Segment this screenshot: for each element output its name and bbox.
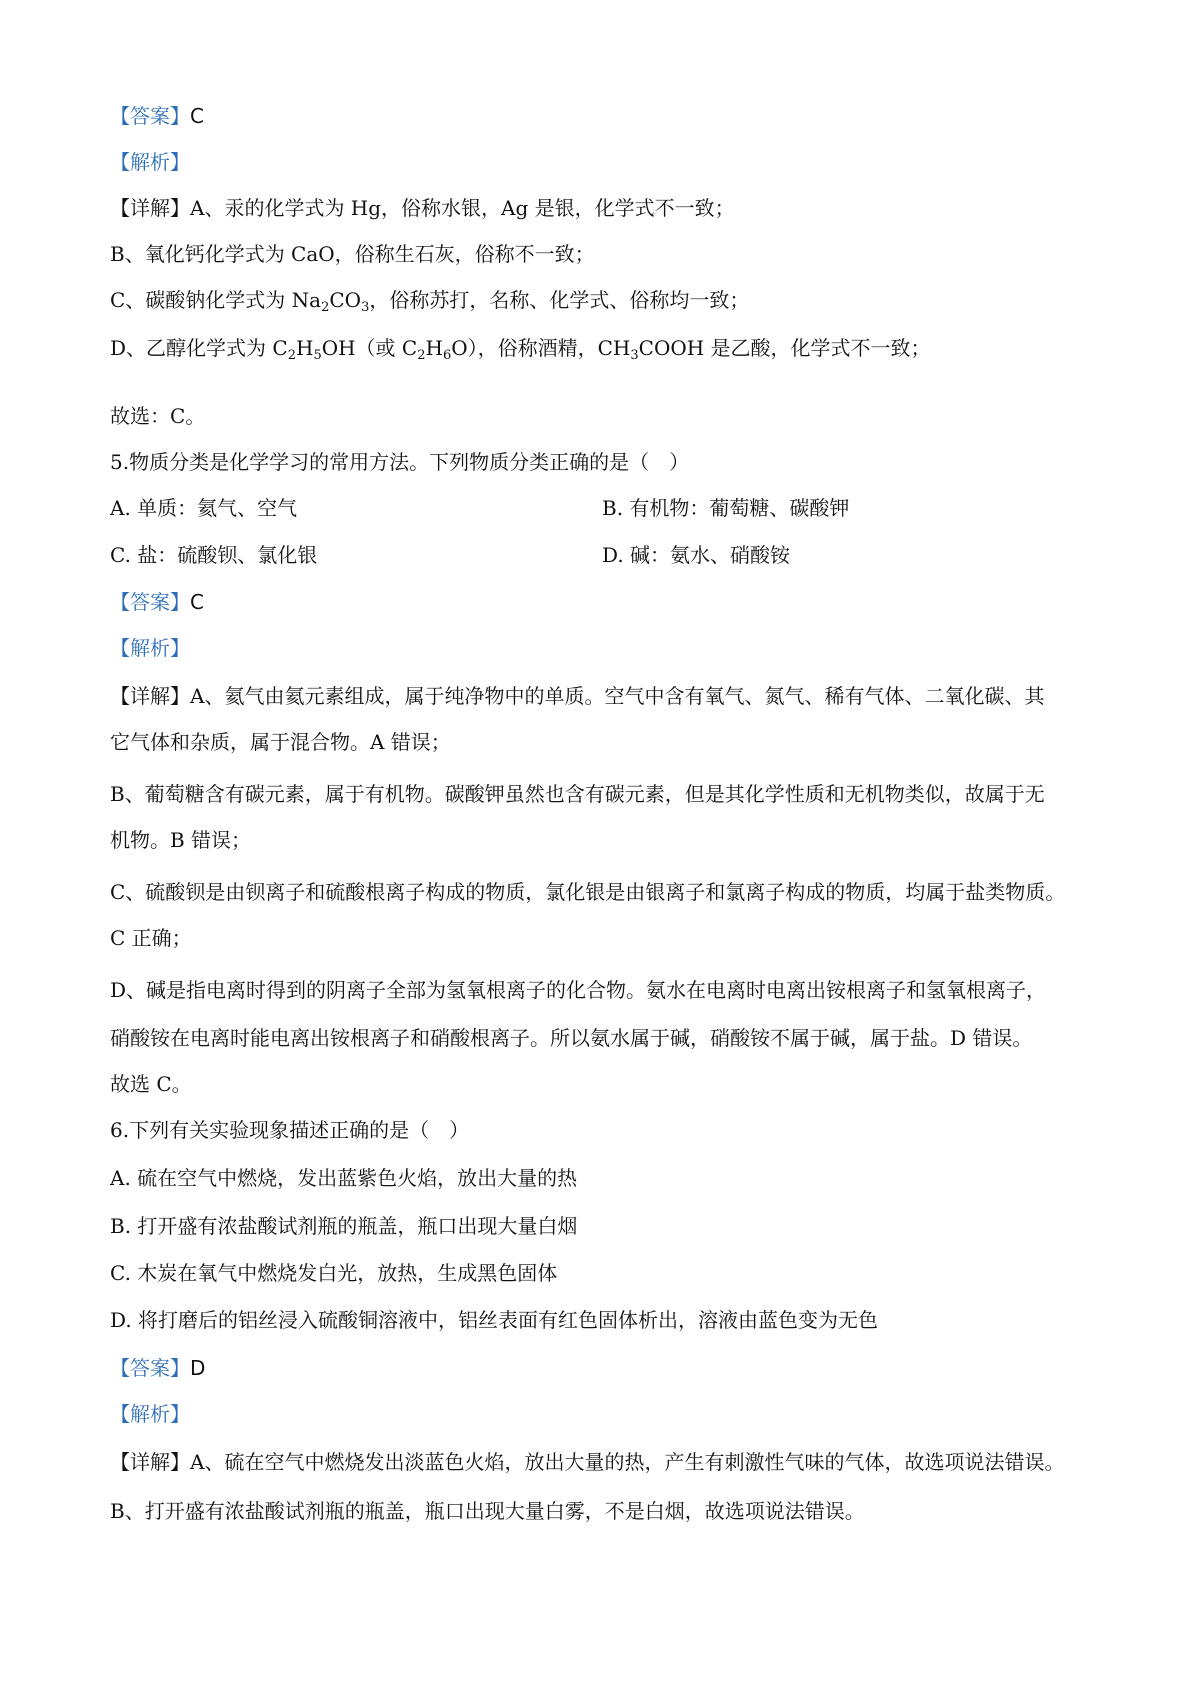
q5-option-b: B. 有机物：葡萄糖、碳酸钾 — [602, 496, 850, 520]
answer-value: C — [190, 590, 204, 614]
q6-detail-line — [110, 1448, 1110, 1476]
subscript: 2 — [417, 348, 426, 363]
q5-option-c: C. 盐：硫酸钡、氯化银 — [110, 543, 318, 567]
detail-tag: 【详解】 — [110, 1450, 190, 1474]
question-5-stem: 5.物质分类是化学学习的常用方法。下列物质分类正确的是（ ） — [110, 450, 690, 474]
text-seg: COOH 是乙酸，化学式不一致； — [638, 336, 931, 360]
text-seg: OH（或 C — [321, 336, 418, 360]
detail-text: A、硫在空气中燃烧发出淡蓝色火焰，放出大量的热，产生有刺激性气味的气体，故选项说法错误。 — [190, 1450, 1065, 1474]
text-seg: H — [295, 336, 314, 360]
subscript: 3 — [361, 300, 370, 315]
q5-option-a: A. 单质：氦气、空气 — [110, 496, 298, 520]
q5-detail-line: B、葡萄糖含有碳元素，属于有机物。碳酸钾虽然也含有碳元素，但是其化学性质和无机物类似，故属于无 — [110, 782, 1045, 806]
choose-line: 故选：C。 — [110, 404, 206, 428]
q5-detail-line: C 正确； — [110, 926, 192, 950]
detail-text: A、汞的化学式为 Hg，俗称水银，Ag 是银，化学式不一致； — [190, 196, 735, 220]
text-seg: H — [425, 336, 443, 360]
q5-detail-line — [110, 682, 1110, 710]
detail-line-c — [110, 286, 1110, 314]
detail-tag: 【详解】 — [110, 684, 190, 708]
text-seg: CO — [329, 288, 362, 312]
answer-line — [110, 102, 1110, 130]
text-seg: D、乙醇化学式为 C — [110, 336, 288, 360]
q6-option: B. 打开盛有浓盐酸试剂瓶的瓶盖，瓶口出现大量白烟 — [110, 1214, 578, 1238]
q5-detail-line: D、碱是指电离时得到的阴离子全部为氢氧根离子的化合物。氨水在电离时电离出铵根离子和氢氧根离子， — [110, 978, 1047, 1002]
q6-detail-line: B、打开盛有浓盐酸试剂瓶的瓶盖，瓶口出现大量白雾，不是白烟，故选项说法错误。 — [110, 1499, 865, 1523]
q5-option-d: D. 碱：氨水、硝酸铵 — [602, 543, 791, 567]
detail-line-d — [110, 334, 1110, 362]
q5-choose-line: 故选 C。 — [110, 1072, 192, 1096]
subscript: 2 — [321, 300, 330, 315]
text-seg: C、碳酸钠化学式为 Na — [110, 288, 322, 312]
q5-detail-line: 硝酸铵在电离时能电离出铵根离子和硝酸根离子。所以氨水属于碱，硝酸铵不属于碱，属于盐。D 错误。 — [110, 1026, 1033, 1050]
subscript: 3 — [630, 348, 639, 363]
answer-value: C — [190, 104, 204, 128]
q6-option: D. 将打磨后的铝丝浸入硫酸铜溶液中，铝丝表面有红色固体析出，溶液由蓝色变为无色 — [110, 1308, 879, 1332]
subscript: 5 — [313, 348, 322, 363]
text-seg: O），俗称酒精，CH — [451, 336, 631, 360]
q5-detail-line: 机物。B 错误； — [110, 828, 252, 852]
detail-line-b: B、氧化钙化学式为 CaO，俗称生石灰，俗称不一致； — [110, 242, 595, 266]
subscript: 6 — [442, 348, 452, 363]
q5-detail-line: 它气体和杂质，属于混合物。A 错误； — [110, 730, 451, 754]
q5-answer-line — [110, 588, 1110, 616]
q6-option: C. 木炭在氧气中燃烧发白光，放热，生成黑色固体 — [110, 1261, 558, 1285]
text-seg: ，俗称苏打，名称、化学式、俗称均一致； — [369, 288, 750, 312]
q6-option: A. 硫在空气中燃烧，发出蓝紫色火焰，放出大量的热 — [110, 1166, 578, 1190]
q5-detail-line: C、硫酸钡是由钡离子和硫酸根离子构成的物质，氯化银是由银离子和氯离子构成的物质，均属于盐类物质。 — [110, 880, 1066, 904]
analysis-tag: 【解析】 — [110, 150, 190, 174]
q6-analysis-tag: 【解析】 — [110, 1402, 190, 1426]
detail-text: A、氦气由氦元素组成，属于纯净物中的单质。空气中含有氧气、氮气、稀有气体、二氧化碳、其 — [190, 684, 1045, 708]
question-6-stem: 6.下列有关实验现象描述正确的是（ ） — [110, 1118, 470, 1142]
answer-tag: 【答案】 — [110, 104, 190, 128]
detail-line-a — [110, 194, 1110, 222]
subscript: 2 — [287, 348, 296, 363]
answer-value: D — [190, 1356, 206, 1380]
answer-tag: 【答案】 — [110, 1356, 190, 1380]
detail-tag: 【详解】 — [110, 196, 190, 220]
answer-tag: 【答案】 — [110, 590, 190, 614]
q6-answer-line — [110, 1354, 1110, 1382]
q5-analysis-tag: 【解析】 — [110, 636, 190, 660]
